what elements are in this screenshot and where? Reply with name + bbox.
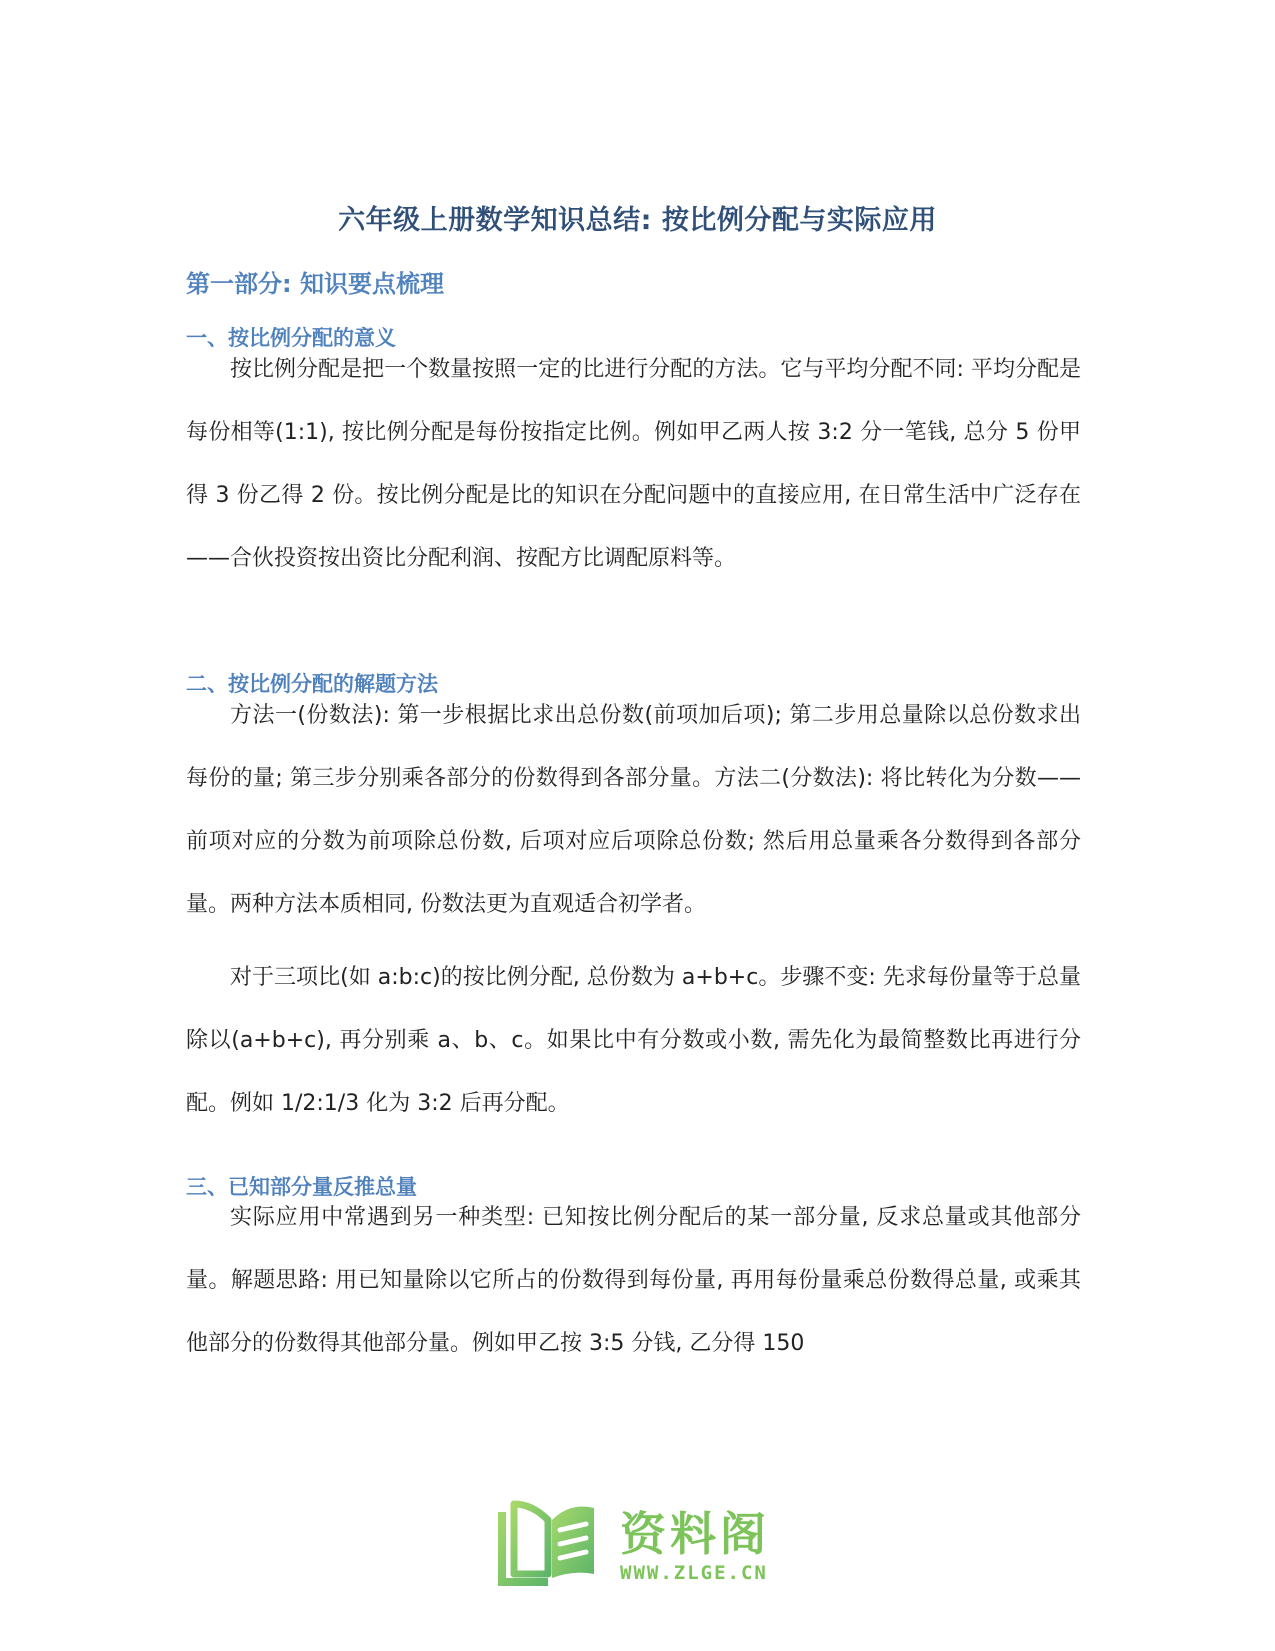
logo-url: WWW.ZLGE.CN [620, 1562, 768, 1584]
document-title: 六年级上册数学知识总结: 按比例分配与实际应用 [338, 205, 937, 236]
paragraph-methods-1: 方法一(份数法): 第一步根据比求出总份数(前项加后项); 第二步用总量除以总份数求出每份的量; 第三步分别乘各部分的份数得到各部分量。方法二(分数法): 将比转化为分数——前项对应的分数为前项除总份数, 后项对应后项除总份数; 然后用总量乘各分数得到各部分量。两种方法本质相同, 份数法更为直观适合初学者。 [186, 703, 1081, 917]
section-heading-reverse: 三、已知部分量反推总量 [186, 1175, 417, 1199]
section-heading-meaning: 一、按比例分配的意义 [186, 326, 396, 350]
section-heading-methods: 二、按比例分配的解题方法 [186, 672, 438, 696]
paragraph-meaning: 按比例分配是把一个数量按照一定的比进行分配的方法。它与平均分配不同: 平均分配是每份相等(1:1), 按比例分配是每份按指定比例。例如甲乙两人按 3:2 分一笔钱, 总分 5 份甲得 3 份乙得 2 份。按比例分配是比的知识在分配问题中的直接应用, 在日常生活中广泛存在——合伙投资按出资比分配利润、按配方比调配原料等。 [186, 357, 1081, 571]
paragraph-reverse: 实际应用中常遇到另一种类型: 已知按比例分配后的某一部分量, 反求总量或其他部分量。解题思路: 用已知量除以它所占的份数得到每份量, 再用每份量乘总份数得总量, 或乘其他部分的份数得其他部分量。例如甲乙按 3:5 分钱, 乙分得 150 [186, 1205, 1081, 1356]
site-logo [490, 1494, 790, 1604]
logo-name: 资料阁 [620, 1507, 770, 1561]
part-one-heading: 第一部分: 知识要点梳理 [186, 270, 444, 298]
open-book-icon [490, 1494, 610, 1594]
paragraph-methods-2: 对于三项比(如 a:b:c)的按比例分配, 总份数为 a+b+c。步骤不变: 先求每份量等于总量除以(a+b+c), 再分别乘 a、b、c。如果比中有分数或小数, 需先化为最简整数比再进行分配。例如 1/2:1/3 化为 3:2 后再分配。 [186, 965, 1081, 1116]
